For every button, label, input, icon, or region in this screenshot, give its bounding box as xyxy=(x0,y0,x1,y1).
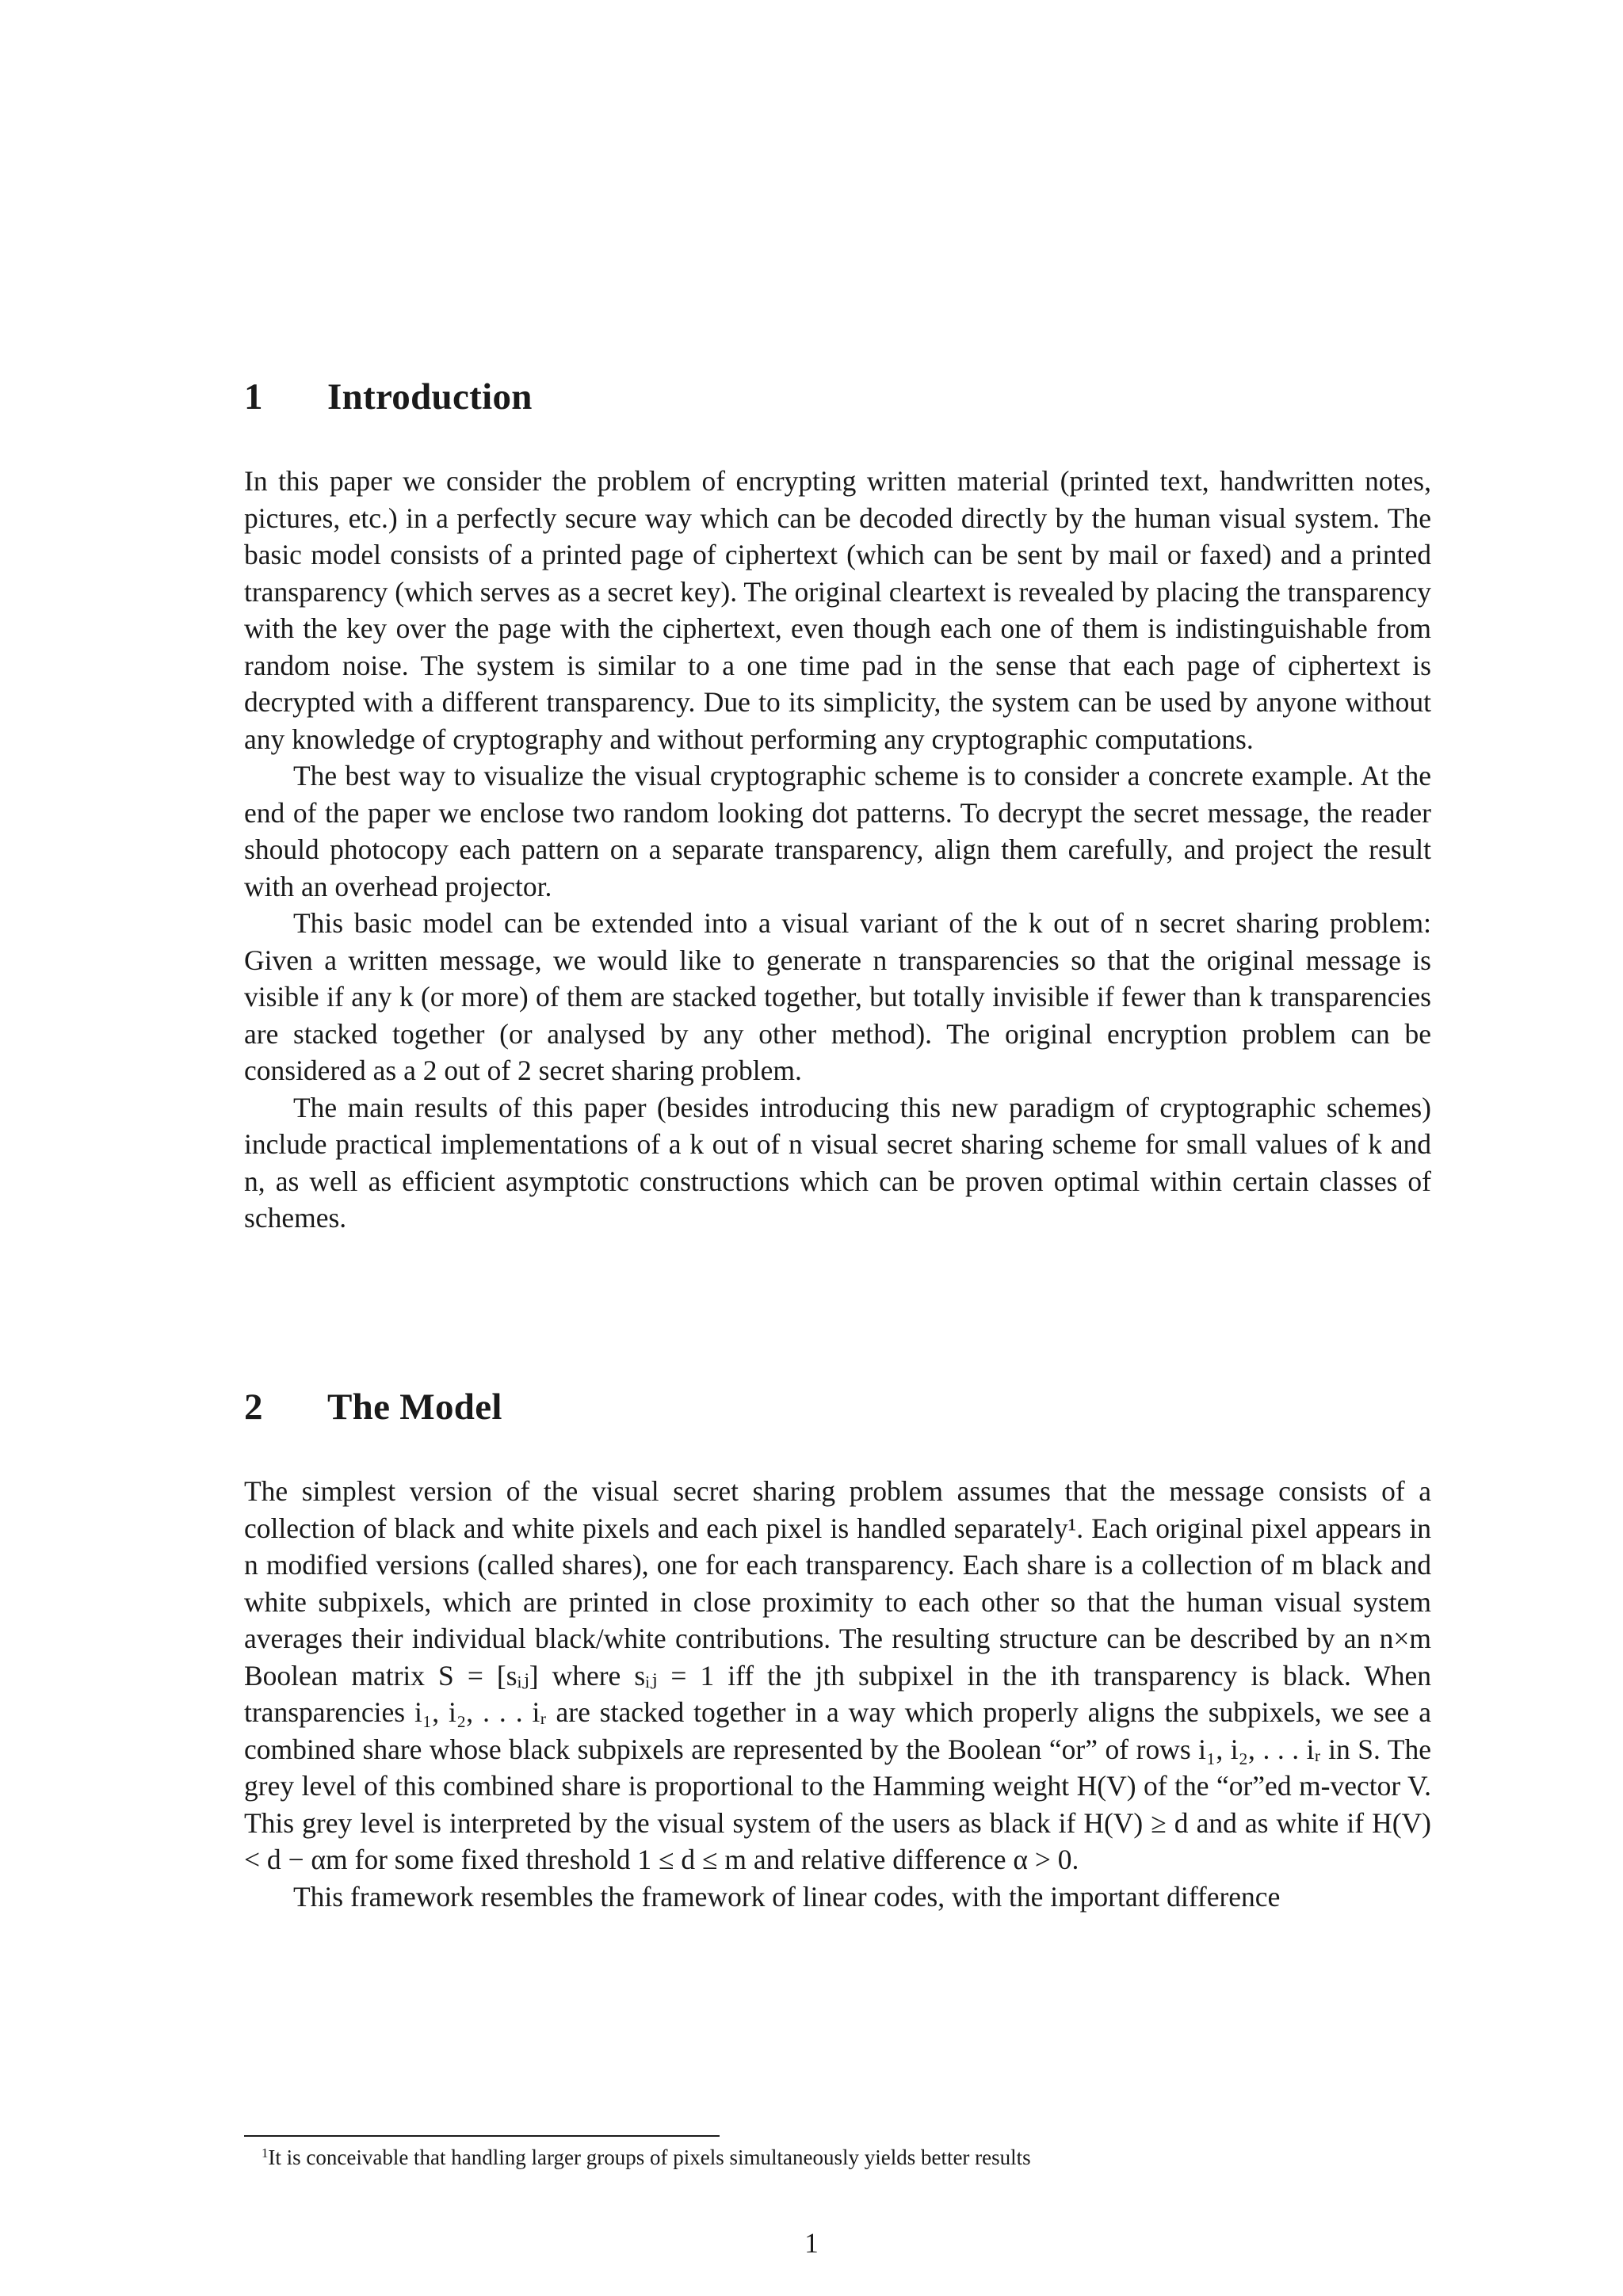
footnote-divider xyxy=(244,2135,720,2137)
paragraph: The main results of this paper (besides introducing this new paradigm of cryptographic schemes) include practical implementations of a k out of n visual secret sharing scheme for small values of k and n, as well as efficient asymptotic constructions which can be proven optimal within certain classes of schemes. xyxy=(244,1091,1431,1234)
section-heading xyxy=(244,1383,1431,1432)
footnote-mark: 1 xyxy=(262,2145,269,2161)
section-heading xyxy=(244,372,1431,421)
section-title: The Model xyxy=(327,1386,502,1428)
paragraph: This basic model can be extended into a visual variant of the k out of n secret sharing problem: Given a written message, we would like to generate n transparencies so that the original message is visible if any k (or more) of them are stacked together, but totally invisible if fewer than k transparencies are stacked together (or analysed by any other method). The original encryption problem can be considered as a 2 out of 2 secret sharing problem. xyxy=(244,907,1431,1086)
footnote-text: It is conceivable that handling larger groups of pixels simultaneously yields better results xyxy=(268,2145,1031,2169)
paragraph: The simplest version of the visual secret sharing problem assumes that the message consists of a collection of black and white pixels and each pixel is handled separately¹. Each original pixel appears in n modified versions (called shares), one for each transparency. Each share is a collection of m black and white subpixels, which are printed in close proximity to each other so that the human visual system averages their individual black/white contributions. The resulting structure can be described by an n×m Boolean matrix S = [sᵢⱼ] where sᵢⱼ = 1 iff the jth subpixel in the ith transparency is black. When transparencies i₁, i₂, . . . iᵣ are stacked together in a way which properly aligns the subpixels, we see a combined share whose black subpixels are represented by the Boolean “or” of rows i₁, i₂, . . . iᵣ in S. The grey level of this combined share is proportional to the Hamming weight H(V) of the “or”ed m-vector V. This grey level is interpreted by the visual system of the users as black if H(V) ≥ d and as white if H(V) < d − αm for some fixed threshold 1 ≤ d ≤ m and relative difference α > 0. xyxy=(244,1475,1431,1875)
paragraph: The best way to visualize the visual cryptographic scheme is to consider a concrete example. At the end of the paper we enclose two random looking dot patterns. To decrypt the secret message, the reader should photocopy each pattern on a separate transparency, align them carefully, and project the result with an overhead projector. xyxy=(244,760,1431,902)
section-title: Introduction xyxy=(327,376,533,418)
section-number: 1 xyxy=(244,376,263,418)
footnote xyxy=(262,2142,1431,2172)
section-number: 2 xyxy=(244,1386,263,1428)
page-number: 1 xyxy=(804,2227,819,2259)
paragraph: This framework resembles the framework of linear codes, with the important difference xyxy=(293,1880,1281,1913)
paragraph: In this paper we consider the problem of encrypting written material (printed text, handwritten notes, pictures, etc.) in a perfectly secure way which can be decoded directly by the human visual system. The basic model consists of a printed page of ciphertext (which can be sent by mail or faxed) and a printed transparency (which serves as a secret key). The original cleartext is revealed by placing the transparency with the key over the page with the ciphertext, even though each one of them is indistinguishable from random noise. The system is similar to a one time pad in the sense that each page of ciphertext is decrypted with a different transparency. Due to its simplicity, the system can be used by anyone without any knowledge of cryptography and without performing any cryptographic computations. xyxy=(244,465,1431,755)
section-the-model xyxy=(244,1383,1431,1915)
section-introduction xyxy=(244,372,1431,1237)
